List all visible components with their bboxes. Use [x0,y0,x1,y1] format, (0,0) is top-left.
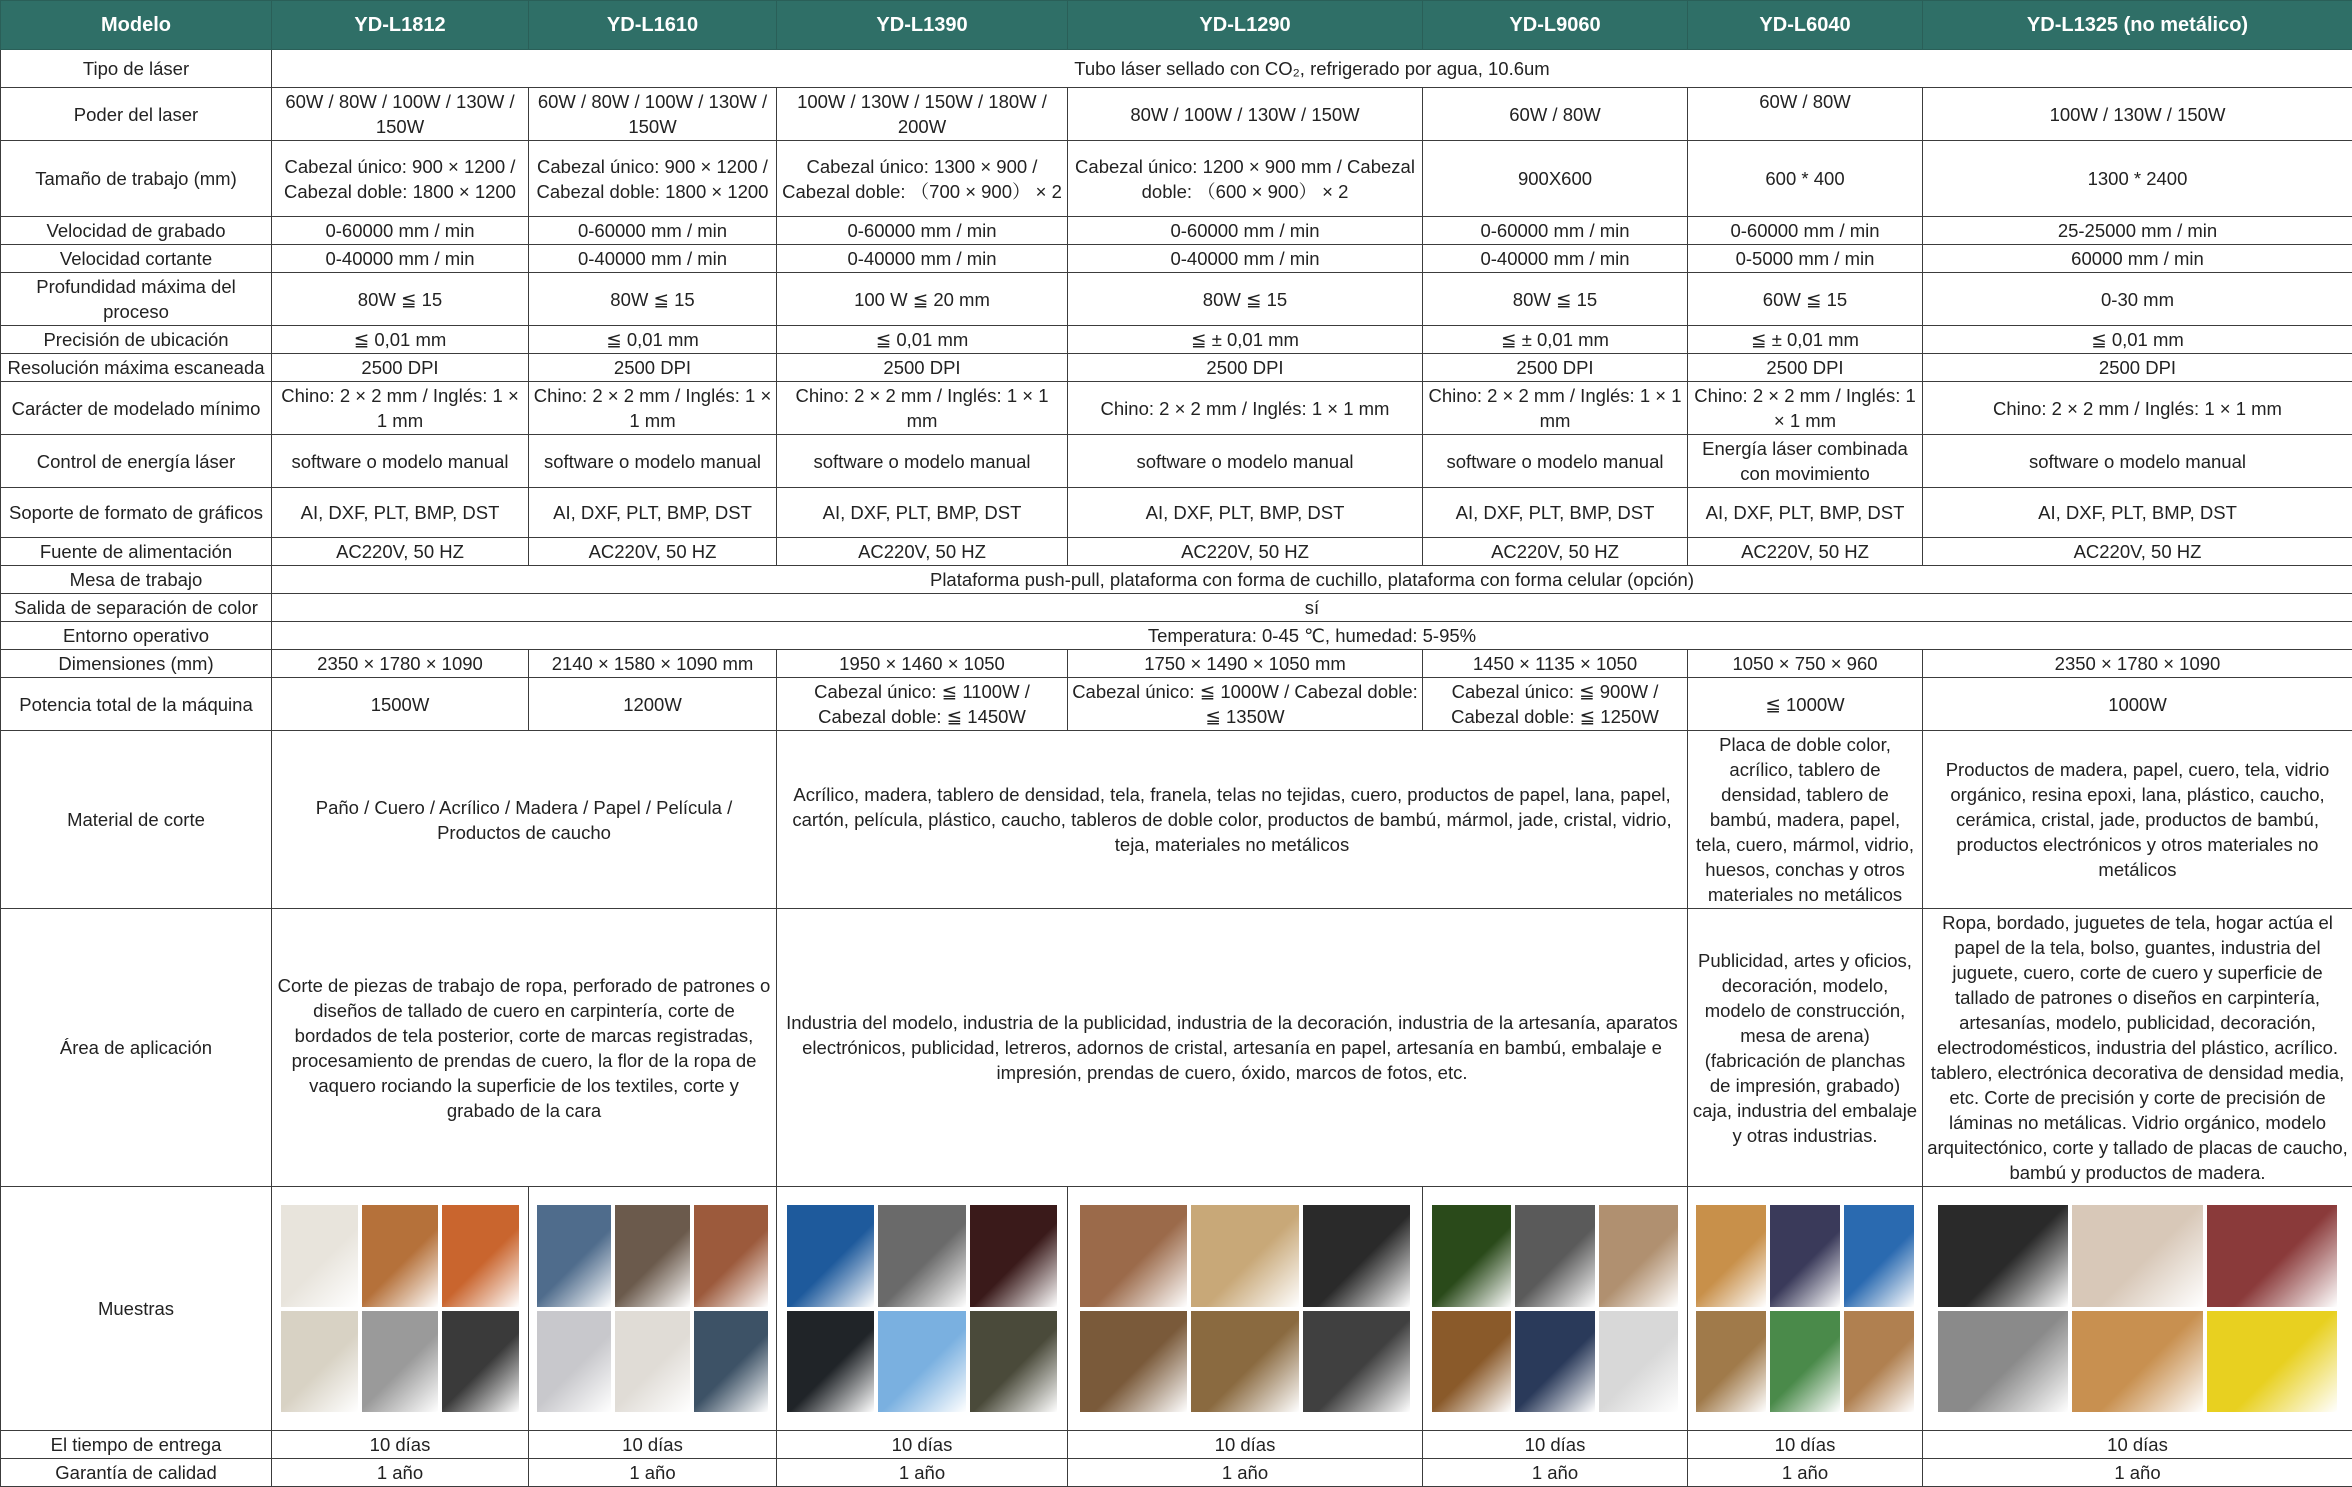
cell-max-depth: 80W ≦ 15 [1423,273,1688,326]
sample-photo [1599,1311,1678,1413]
cell-max-depth: 60W ≦ 15 [1688,273,1923,326]
header-modelo: Modelo [1,1,272,50]
sample-photo [1696,1205,1766,1307]
cell-dimensions: 1950 × 1460 × 1050 [777,650,1068,678]
cell-cut-speed: 0-5000 mm / min [1688,245,1923,273]
cell-energy-ctrl: software o modelo manual [1923,435,2352,488]
cell-power-supply: AC220V, 50 HZ [1068,538,1423,566]
cell-lead-time: 10 días [1688,1431,1923,1459]
cell-power: 60W / 80W / 100W / 130W / 150W [529,88,777,141]
cell-precision: ≦ ± 0,01 mm [1688,326,1923,354]
row-max-depth [1,273,2352,326]
cell-min-char: Chino: 2 × 2 mm / Inglés: 1 × 1 mm [529,382,777,435]
row-samples [1,1187,2352,1431]
cell-power-supply: AC220V, 50 HZ [1423,538,1688,566]
sample-gallery [276,1199,524,1419]
cell-warranty: 1 año [777,1459,1068,1487]
cell-samples [272,1187,529,1431]
cell-precision: ≦ ± 0,01 mm [1423,326,1688,354]
sample-photo [442,1311,519,1413]
label-min-char: Carácter de modelado mínimo [1,382,272,435]
sample-photo [1432,1205,1511,1307]
cell-formats: AI, DXF, PLT, BMP, DST [1688,488,1923,538]
label-color-sep: Salida de separación de color [1,594,272,622]
cell-environment: Temperatura: 0-45 ℃, humedad: 5-95% [272,622,2352,650]
row-power [1,88,2352,141]
sample-gallery [1072,1199,1418,1419]
row-lead-time [1,1431,2352,1459]
sample-photo [362,1311,439,1413]
cell-energy-ctrl: software o modelo manual [1423,435,1688,488]
cell-precision: ≦ 0,01 mm [529,326,777,354]
cell-precision: ≦ 0,01 mm [777,326,1068,354]
cell-engrave-speed: 0-60000 mm / min [1423,217,1688,245]
row-dimensions [1,650,2352,678]
label-application: Área de aplicación [1,909,272,1187]
cell-work-size: Cabezal único: 900 × 1200 / Cabezal doble: 1800 × 1200 [272,141,529,217]
label-engrave-speed: Velocidad de grabado [1,217,272,245]
cell-warranty: 1 año [272,1459,529,1487]
cell-work-size: 600 * 400 [1688,141,1923,217]
sample-photo [1770,1205,1840,1307]
sample-photo [2072,1311,2203,1413]
cell-cut-speed: 60000 mm / min [1923,245,2352,273]
cell-dimensions: 1050 × 750 × 960 [1688,650,1923,678]
label-environment: Entorno operativo [1,622,272,650]
sample-photo [2072,1205,2203,1307]
sample-photo [1770,1311,1840,1413]
cell-application-b: Industria del modelo, industria de la publicidad, industria de la decoración, industria de la artesanía, aparatos electrónicos, publicidad, letreros, adornos de cristal, artesanía en papel, artesanía en bambú, embalaje e impresión, prendas de cuero, óxido, marcos de fotos, etc. [777,909,1688,1187]
header-model-5: YD-L9060 [1423,1,1688,50]
sample-photo [362,1205,439,1307]
label-warranty: Garantía de calidad [1,1459,272,1487]
cell-formats: AI, DXF, PLT, BMP, DST [1423,488,1688,538]
cell-min-char: Chino: 2 × 2 mm / Inglés: 1 × 1 mm [1423,382,1688,435]
sample-gallery [1427,1199,1683,1419]
cell-energy-ctrl: software o modelo manual [529,435,777,488]
label-cut-material: Material de corte [1,731,272,909]
cell-lead-time: 10 días [1423,1431,1688,1459]
cell-samples [1423,1187,1688,1431]
sample-photo [1938,1311,2069,1413]
cell-resolution: 2500 DPI [777,354,1068,382]
cell-cut-speed: 0-40000 mm / min [1068,245,1423,273]
cell-resolution: 2500 DPI [1068,354,1423,382]
header-row [1,1,2352,50]
cell-formats: AI, DXF, PLT, BMP, DST [529,488,777,538]
cell-cut-material-a: Paño / Cuero / Acrílico / Madera / Papel / Película / Productos de caucho [272,731,777,909]
cell-power: 60W / 80W [1423,88,1688,141]
cell-resolution: 2500 DPI [1923,354,2352,382]
cell-color-sep: sí [272,594,2352,622]
label-cut-speed: Velocidad cortante [1,245,272,273]
sample-photo [970,1311,1057,1413]
sample-photo [1080,1311,1187,1413]
cell-power-supply: AC220V, 50 HZ [529,538,777,566]
label-formats: Soporte de formato de gráficos [1,488,272,538]
cell-energy-ctrl: software o modelo manual [272,435,529,488]
cell-total-power: Cabezal único: ≦ 1100W / Cabezal doble: ≦ 1450W [777,678,1068,731]
cell-min-char: Chino: 2 × 2 mm / Inglés: 1 × 1 mm [272,382,529,435]
header-model-4: YD-L1290 [1068,1,1423,50]
cell-work-table: Plataforma push-pull, plataforma con forma de cuchillo, plataforma con forma celular (opción) [272,566,2352,594]
cell-warranty: 1 año [1923,1459,2352,1487]
sample-photo [1432,1311,1511,1413]
cell-resolution: 2500 DPI [272,354,529,382]
cell-engrave-speed: 0-60000 mm / min [1688,217,1923,245]
header-model-1: YD-L1812 [272,1,529,50]
sample-photo [1191,1311,1298,1413]
cell-warranty: 1 año [529,1459,777,1487]
cell-cut-speed: 0-40000 mm / min [529,245,777,273]
cell-precision: ≦ ± 0,01 mm [1068,326,1423,354]
cell-total-power: Cabezal único: ≦ 900W / Cabezal doble: ≦ 1250W [1423,678,1688,731]
cell-laser-type: Tubo láser sellado con CO₂, refrigerado por agua, 10.6um [272,50,2352,88]
sample-photo [1303,1311,1410,1413]
sample-photo [2207,1205,2338,1307]
row-formats [1,488,2352,538]
sample-gallery [1692,1199,1918,1419]
cell-lead-time: 10 días [1923,1431,2352,1459]
cell-engrave-speed: 0-60000 mm / min [1068,217,1423,245]
sample-photo [615,1205,689,1307]
row-color-sep [1,594,2352,622]
cell-warranty: 1 año [1423,1459,1688,1487]
label-precision: Precisión de ubicación [1,326,272,354]
cell-total-power: ≦ 1000W [1688,678,1923,731]
cell-samples [529,1187,777,1431]
cell-energy-ctrl: software o modelo manual [777,435,1068,488]
cell-power: 60W / 80W [1688,88,1923,141]
label-work-table: Mesa de trabajo [1,566,272,594]
row-environment [1,622,2352,650]
row-cut-material [1,731,2352,909]
sample-photo [281,1311,358,1413]
cell-min-char: Chino: 2 × 2 mm / Inglés: 1 × 1 mm [1688,382,1923,435]
cell-formats: AI, DXF, PLT, BMP, DST [1068,488,1423,538]
sample-photo [615,1311,689,1413]
cell-precision: ≦ 0,01 mm [1923,326,2352,354]
cell-cut-speed: 0-40000 mm / min [777,245,1068,273]
sample-photo [281,1205,358,1307]
sample-photo [442,1205,519,1307]
cell-resolution: 2500 DPI [1688,354,1923,382]
label-samples: Muestras [1,1187,272,1431]
sample-photo [787,1205,874,1307]
sample-photo [1844,1311,1914,1413]
cell-max-depth: 80W ≦ 15 [529,273,777,326]
label-resolution: Resolución máxima escaneada [1,354,272,382]
label-total-power: Potencia total de la máquina [1,678,272,731]
sample-photo [1191,1205,1298,1307]
cell-work-size: Cabezal único: 900 × 1200 / Cabezal doble: 1800 × 1200 [529,141,777,217]
cell-total-power: Cabezal único: ≦ 1000W / Cabezal doble: ≦ 1350W [1068,678,1423,731]
label-laser-type: Tipo de láser [1,50,272,88]
header-model-6: YD-L6040 [1688,1,1923,50]
cell-engrave-speed: 0-60000 mm / min [777,217,1068,245]
cell-warranty: 1 año [1068,1459,1423,1487]
cell-power: 80W / 100W / 130W / 150W [1068,88,1423,141]
cell-max-depth: 80W ≦ 15 [1068,273,1423,326]
row-resolution [1,354,2352,382]
cell-power: 60W / 80W / 100W / 130W / 150W [272,88,529,141]
cell-engrave-speed: 0-60000 mm / min [529,217,777,245]
cell-samples [1688,1187,1923,1431]
sample-photo [878,1311,965,1413]
label-power-supply: Fuente de alimentación [1,538,272,566]
label-power: Poder del laser [1,88,272,141]
cell-max-depth: 100 W ≦ 20 mm [777,273,1068,326]
cell-power-supply: AC220V, 50 HZ [1688,538,1923,566]
cell-work-size: Cabezal único: 1200 × 900 mm / Cabezal doble: （600 × 900） × 2 [1068,141,1423,217]
cell-application-l6040: Publicidad, artes y oficios, decoración, modelo, modelo de construcción, mesa de arena) (fabricación de planchas de impresión, grabado) caja, industria del embalaje y otras industrias. [1688,909,1923,1187]
cell-energy-ctrl: Energía láser combinada con movimiento [1688,435,1923,488]
sample-photo [1938,1205,2069,1307]
cell-engrave-speed: 0-60000 mm / min [272,217,529,245]
cell-dimensions: 1750 × 1490 × 1050 mm [1068,650,1423,678]
cell-min-char: Chino: 2 × 2 mm / Inglés: 1 × 1 mm [1068,382,1423,435]
row-laser-type [1,50,2352,88]
cell-work-size: Cabezal único: 1300 × 900 / Cabezal doble: （700 × 900） × 2 [777,141,1068,217]
label-dimensions: Dimensiones (mm) [1,650,272,678]
cell-work-size: 900X600 [1423,141,1688,217]
cell-max-depth: 0-30 mm [1923,273,2352,326]
cell-power-supply: AC220V, 50 HZ [777,538,1068,566]
sample-gallery [1927,1199,2348,1419]
cell-energy-ctrl: software o modelo manual [1068,435,1423,488]
cell-power-supply: AC220V, 50 HZ [272,538,529,566]
header-model-2: YD-L1610 [529,1,777,50]
cell-lead-time: 10 días [529,1431,777,1459]
sample-photo [1844,1205,1914,1307]
cell-formats: AI, DXF, PLT, BMP, DST [272,488,529,538]
cell-resolution: 2500 DPI [529,354,777,382]
sample-photo [537,1311,611,1413]
cell-min-char: Chino: 2 × 2 mm / Inglés: 1 × 1 mm [1923,382,2352,435]
cell-engrave-speed: 25-25000 mm / min [1923,217,2352,245]
row-work-table [1,566,2352,594]
cell-dimensions: 1450 × 1135 × 1050 [1423,650,1688,678]
sample-photo [694,1311,768,1413]
cell-samples [1068,1187,1423,1431]
row-cut-speed [1,245,2352,273]
sample-photo [2207,1311,2338,1413]
cell-work-size: 1300 * 2400 [1923,141,2352,217]
cell-dimensions: 2140 × 1580 × 1090 mm [529,650,777,678]
sample-gallery [781,1199,1063,1419]
cell-resolution: 2500 DPI [1423,354,1688,382]
cell-power: 100W / 130W / 150W [1923,88,2352,141]
cell-precision: ≦ 0,01 mm [272,326,529,354]
cell-samples [1923,1187,2352,1431]
sample-gallery [533,1199,772,1419]
cell-formats: AI, DXF, PLT, BMP, DST [1923,488,2352,538]
cell-cut-speed: 0-40000 mm / min [1423,245,1688,273]
sample-photo [1080,1205,1187,1307]
row-work-size [1,141,2352,217]
cell-power: 100W / 130W / 150W / 180W / 200W [777,88,1068,141]
cell-samples [777,1187,1068,1431]
header-model-3: YD-L1390 [777,1,1068,50]
row-precision [1,326,2352,354]
cell-cut-material-l6040: Placa de doble color, acrílico, tablero de densidad, tablero de bambú, madera, papel, tela, cuero, mármol, vidrio, huesos, conchas y otros materiales no metálicos [1688,731,1923,909]
row-engrave-speed [1,217,2352,245]
row-total-power [1,678,2352,731]
cell-total-power: 1500W [272,678,529,731]
cell-cut-speed: 0-40000 mm / min [272,245,529,273]
sample-photo [1696,1311,1766,1413]
cell-max-depth: 80W ≦ 15 [272,273,529,326]
row-application [1,909,2352,1187]
cell-total-power: 1200W [529,678,777,731]
cell-dimensions: 2350 × 1780 × 1090 [1923,650,2352,678]
sample-photo [787,1311,874,1413]
cell-total-power: 1000W [1923,678,2352,731]
cell-warranty: 1 año [1688,1459,1923,1487]
label-energy-ctrl: Control de energía láser [1,435,272,488]
cell-formats: AI, DXF, PLT, BMP, DST [777,488,1068,538]
cell-cut-material-l1325: Productos de madera, papel, cuero, tela, vidrio orgánico, resina epoxi, lana, plástico, caucho, cerámica, cristal, jade, productos de bambú, productos electrónicos y otros materiales no metálicos [1923,731,2352,909]
header-model-7: YD-L1325 (no metálico) [1923,1,2352,50]
cell-application-l1325: Ropa, bordado, juguetes de tela, hogar actúa el papel de la tela, bolso, guantes, industria del juguete, cuero, corte de cuero y superficie de tallado de patrones o diseños en carpintería, artesanías, modelo, publicidad, decoración, electrodomésticos, industria del plástico, acrílico. tablero, electrónica decorativa de densidad media, etc. Corte de precisión y corte de precisión de láminas no metálicas. Vidrio orgánico, modelo arquitectónico, corte y tallado de placas de caucho, bambú y productos de madera. [1923,909,2352,1187]
sample-photo [1599,1205,1678,1307]
cell-cut-material-b: Acrílico, madera, tablero de densidad, tela, franela, telas no tejidas, cuero, productos de papel, lana, papel, cartón, película, plástico, caucho, tableros de doble color, productos de bambú, mármol, jade, cristal, vidrio, teja, materiales no metálicos [777,731,1688,909]
row-energy-ctrl [1,435,2352,488]
row-min-char [1,382,2352,435]
cell-application-a: Corte de piezas de trabajo de ropa, perforado de patrones o diseños de tallado de cuero en carpintería, corte de bordados de tela posterior, corte de marcas registradas, procesamiento de prendas de cuero, la flor de la ropa de vaquero rociando la superficie de los textiles, corte y grabado de la cara [272,909,777,1187]
label-lead-time: El tiempo de entrega [1,1431,272,1459]
cell-lead-time: 10 días [272,1431,529,1459]
cell-lead-time: 10 días [1068,1431,1423,1459]
cell-min-char: Chino: 2 × 2 mm / Inglés: 1 × 1 mm [777,382,1068,435]
cell-power-supply: AC220V, 50 HZ [1923,538,2352,566]
sample-photo [1515,1205,1594,1307]
sample-photo [878,1205,965,1307]
row-warranty [1,1459,2352,1487]
sample-photo [970,1205,1057,1307]
sample-photo [694,1205,768,1307]
sample-photo [1515,1311,1594,1413]
sample-photo [537,1205,611,1307]
cell-dimensions: 2350 × 1780 × 1090 [272,650,529,678]
row-power-supply [1,538,2352,566]
label-max-depth: Profundidad máxima del proceso [1,273,272,326]
sample-photo [1303,1205,1410,1307]
cell-lead-time: 10 días [777,1431,1068,1459]
label-work-size: Tamaño de trabajo (mm) [1,141,272,217]
